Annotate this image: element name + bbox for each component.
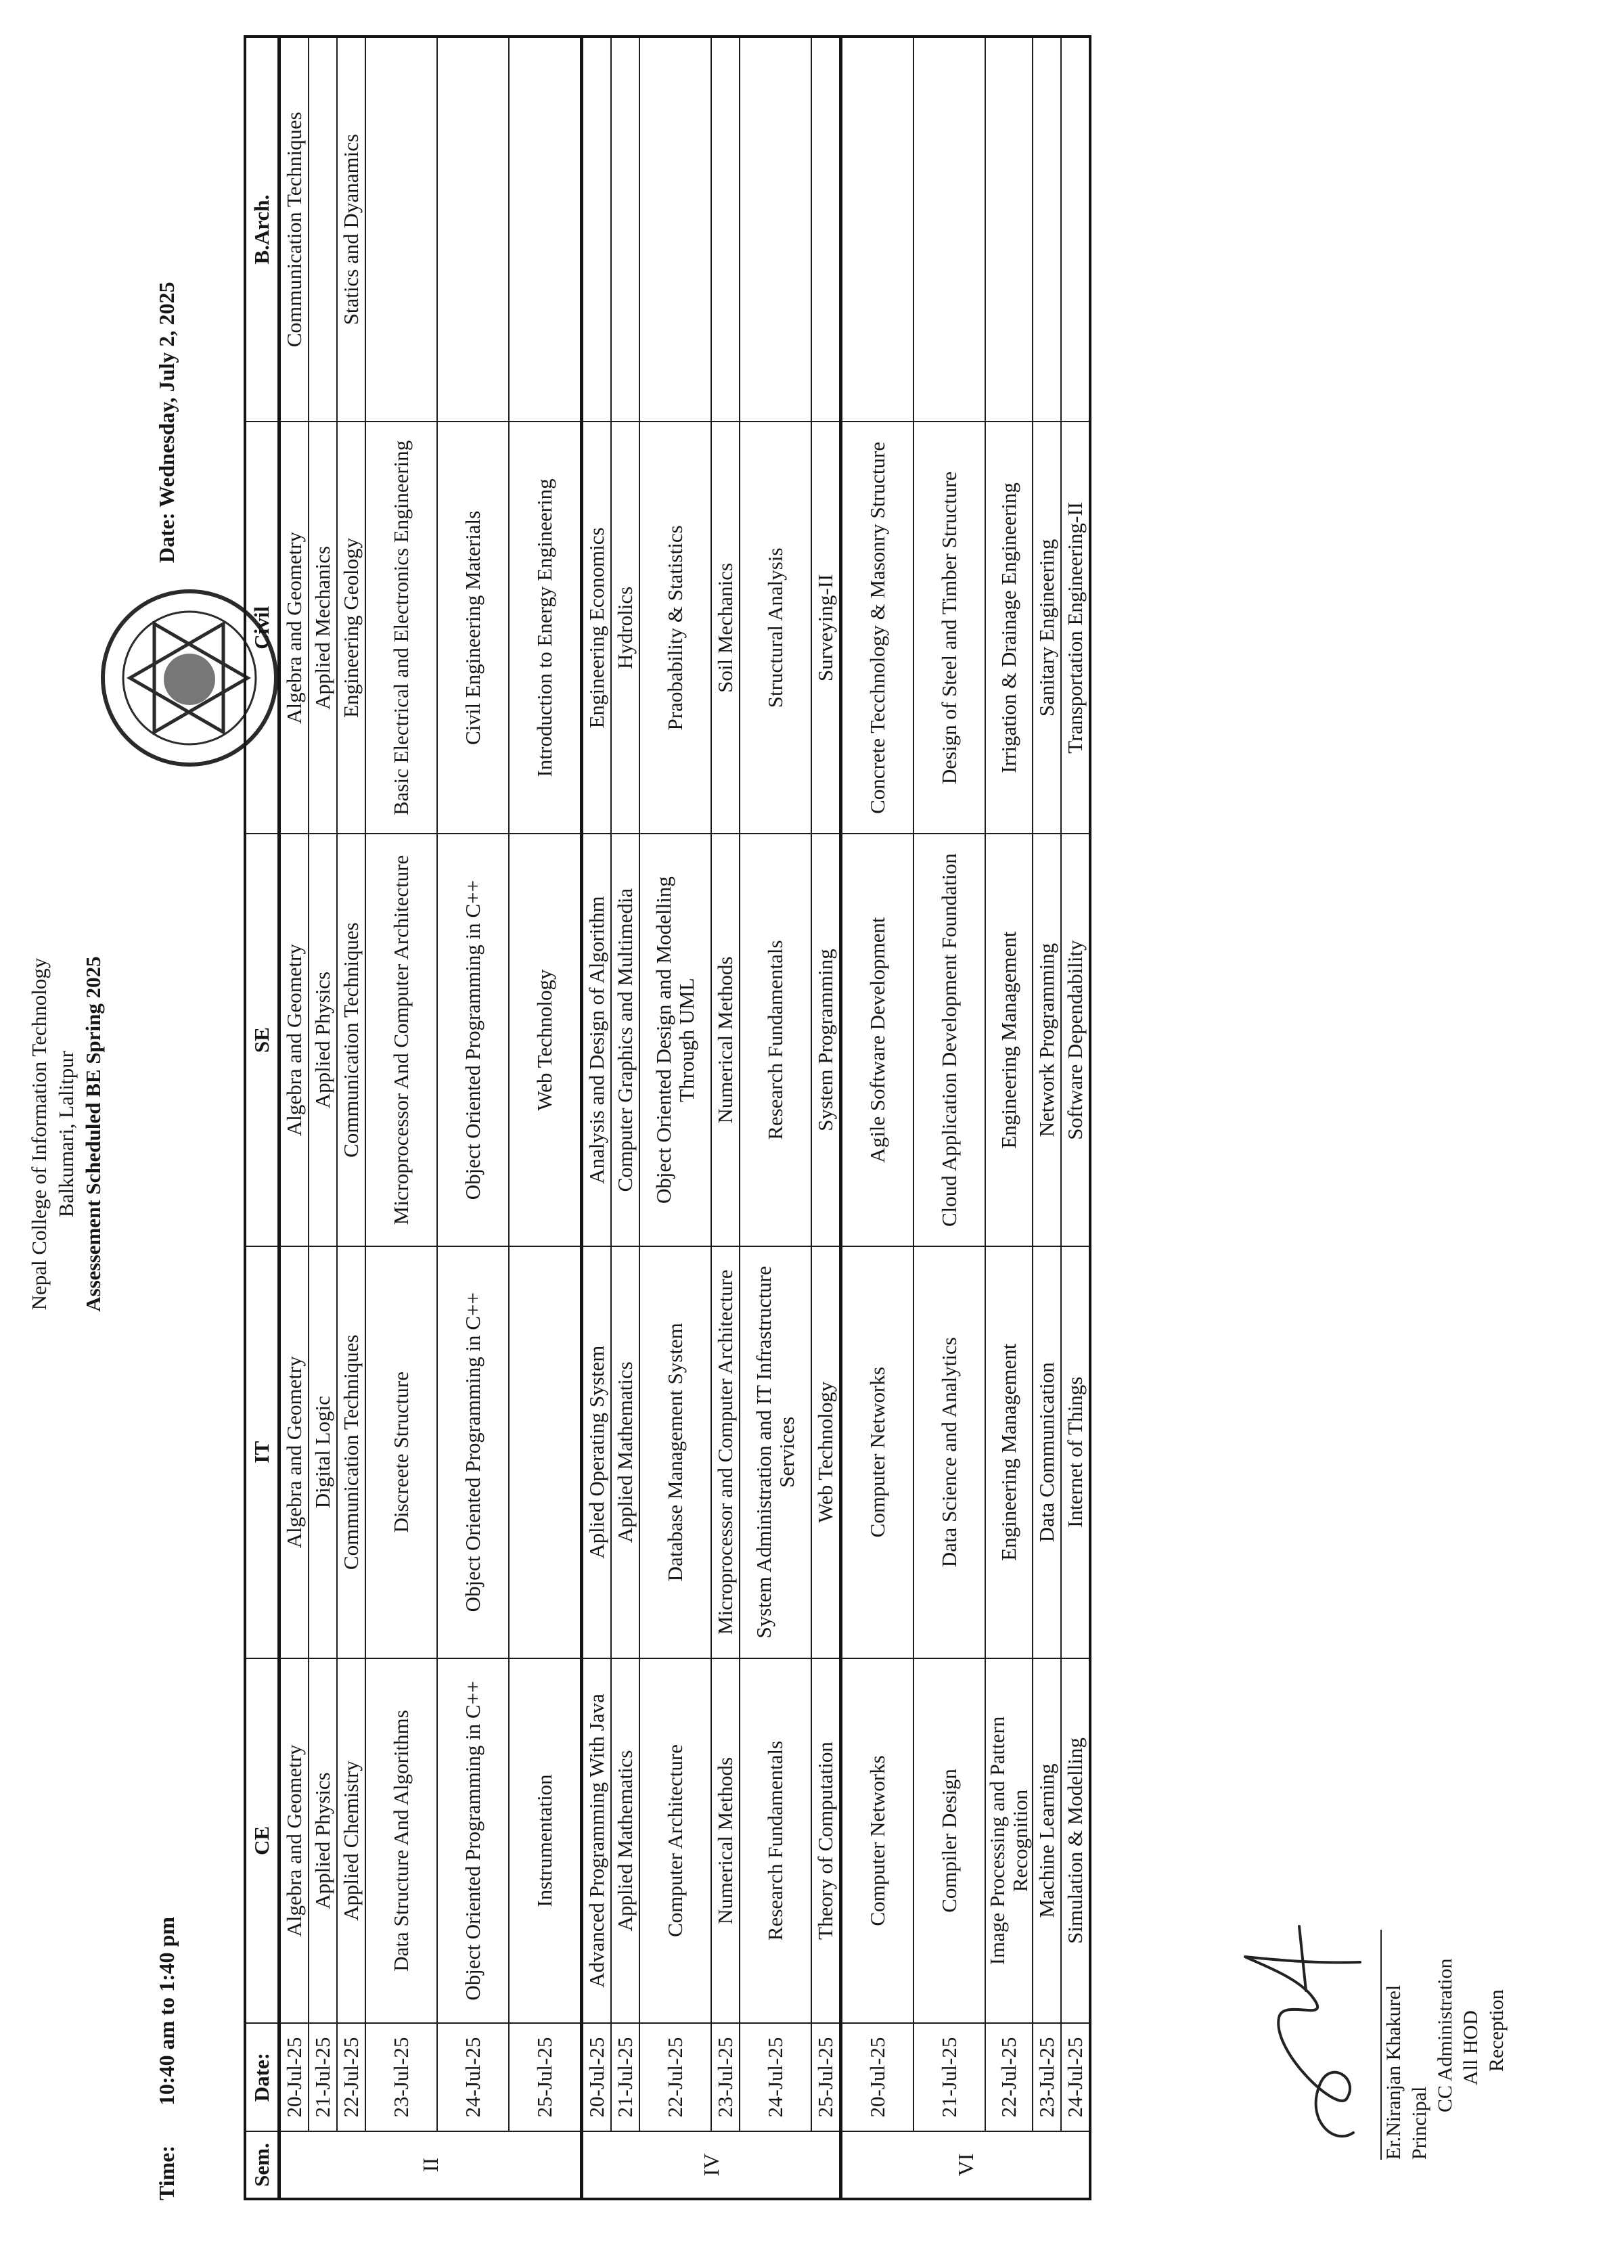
barch-subject [811,37,841,422]
barch-subject [509,37,582,422]
semester-cell: IV [582,2131,841,2199]
semester-cell: VI [841,2131,1091,2199]
table-row [639,37,711,2199]
signatory-name: Er.Niranjan Khakurel [1382,1984,1405,2160]
time-label: Time: [154,2145,179,2200]
table-row [279,37,309,2199]
civil-subject: Soil Mechanics [711,422,740,834]
it-subject: Communication Techniques [337,1246,365,1658]
signature-block [1232,1564,1583,2173]
ce-subject: Object Oriented Programming in C++ [437,1658,509,2023]
civil-subject: Sanitary Engineering [1033,422,1061,834]
se-subject: Algebra and Geometry [279,834,309,1246]
se-subject: System Programming [811,834,841,1246]
schedule-title: Assessement Scheduled BE Spring 2025 [81,956,105,1312]
table-row [582,37,612,2199]
ce-subject: Advanced Programming With Java [582,1658,612,2023]
ce-subject: Compiler Design [914,1658,985,2023]
barch-subject [437,37,509,422]
time-value: 10:40 am to 1:40 pm [154,1916,179,2106]
civil-subject: Irrigation & Drainage Engineering [985,422,1033,834]
college-address: Balkumari, Lalitpur [54,1050,78,1218]
table-row [740,37,811,2199]
col-header-sem: Sem. [245,2131,279,2199]
civil-subject: Engineering Geology [337,422,365,834]
se-subject: Agile Software Development [841,834,914,1246]
barch-subject [914,37,985,422]
col-header-ce: CE [245,1658,279,2023]
civil-subject: Basic Electrical and Electronics Engineering [365,422,437,834]
barch-subject [740,37,811,422]
ce-subject: Theory of Computation [811,1658,841,2023]
col-header-civil: Civil [245,422,279,834]
table-row [611,37,639,2199]
it-subject: Web Technology [811,1246,841,1658]
date-cell: 24-Jul-25 [740,2023,811,2131]
date-cell: 25-Jul-25 [811,2023,841,2131]
barch-subject: Communication Techniques [279,37,309,422]
se-subject: Analysis and Design of Algorithm [582,834,612,1246]
table-row [985,37,1033,2199]
it-subject: Data Communication [1033,1246,1061,1658]
table-row [711,37,740,2199]
it-subject: Applied Mathematics [611,1246,639,1658]
date-cell: 20-Jul-25 [279,2023,309,2131]
college-name: Nepal College of Information Technology [27,957,51,1311]
table-row [1061,37,1090,2199]
table-row [437,37,509,2199]
se-subject: Object Oriented Design and Modelling Through UML [639,834,711,1246]
ce-subject: Instrumentation [509,1658,582,2023]
civil-subject: Design of Steel and Timber Structure [914,422,985,834]
assessment-schedule-table [244,35,1091,2200]
civil-subject: Surveying-II [811,422,841,834]
se-subject: Microprocessor And Computer Architecture [365,834,437,1246]
barch-subject [841,37,914,422]
barch-subject [611,37,639,422]
ce-subject: Simulation & Modelling [1061,1658,1090,2023]
date-cell: 24-Jul-25 [1061,2023,1090,2131]
semester-ii-group [279,37,582,2199]
date-cell: 21-Jul-25 [309,2023,337,2131]
table-row [811,37,841,2199]
date-cell: 21-Jul-25 [611,2023,639,2131]
ce-subject: Image Processing and Pattern Recognition [985,1658,1033,2023]
se-subject: Cloud Application Development Foundation [914,834,985,1246]
se-subject: Computer Graphics and Multimedia [611,834,639,1246]
table-row [365,37,437,2199]
barch-subject: Statics and Dyanamics [337,37,365,422]
ce-subject: Computer Architecture [639,1658,711,2023]
it-subject: Microprocessor and Computer Architecture [711,1246,740,1658]
barch-subject [639,37,711,422]
col-header-se: SE [245,834,279,1246]
se-subject: Communication Techniques [337,834,365,1246]
ce-subject: Applied Chemistry [337,1658,365,2023]
civil-subject: Transportation Engineering-II [1061,422,1090,834]
date-cell: 20-Jul-25 [582,2023,612,2131]
ce-subject: Applied Physics [309,1658,337,2023]
it-subject: Internet of Things [1061,1246,1090,1658]
table-row [309,37,337,2199]
date-cell: 22-Jul-25 [639,2023,711,2131]
semester-cell: II [279,2131,582,2199]
it-subject: Object Oriented Programming in C++ [437,1246,509,1658]
it-subject: Computer Networks [841,1246,914,1658]
barch-subject [365,37,437,422]
civil-subject: Applied Mechanics [309,422,337,834]
se-subject: Web Technology [509,834,582,1246]
date-cell: 20-Jul-25 [841,2023,914,2131]
civil-subject: Structural Analysis [740,422,811,834]
barch-subject [582,37,612,422]
civil-subject: Civil Engineering Materials [437,422,509,834]
barch-subject [711,37,740,422]
se-subject: Engineering Management [985,834,1033,1246]
ce-subject: Computer Networks [841,1658,914,2023]
se-subject: Software Dependability [1061,834,1090,1246]
se-subject: Object Oriented Programming in C++ [437,834,509,1246]
ce-subject: Research Fundamentals [740,1658,811,2023]
signatory-role: Principal [1408,2086,1430,2160]
date-cell: 23-Jul-25 [711,2023,740,2131]
it-subject: Aplied Operating System [582,1246,612,1658]
cc-reception: Reception [1485,1989,1508,2072]
se-subject: Research Fundamentals [740,834,811,1246]
ce-subject: Numerical Methods [711,1658,740,2023]
civil-subject: Introduction to Energy Engineering [509,422,582,834]
date-cell: 22-Jul-25 [337,2023,365,2131]
it-subject: Discreete Structure [365,1246,437,1658]
col-header-barch: B.Arch. [245,37,279,422]
barch-subject [985,37,1033,422]
it-subject: Engineering Management [985,1246,1033,1658]
semester-iv-group [582,37,841,2199]
table-row [914,37,985,2199]
barch-subject [1033,37,1061,422]
civil-subject: Praobability & Statistics [639,422,711,834]
barch-subject [1061,37,1090,422]
table-row [1033,37,1061,2199]
barch-subject [309,37,337,422]
se-subject: Applied Physics [309,834,337,1246]
date-cell: 23-Jul-25 [365,2023,437,2131]
civil-subject: Hydrolics [611,422,639,834]
it-subject: Data Science and Analytics [914,1246,985,1658]
date-label: Date: Wednesday, July 2, 2025 [154,281,179,563]
ce-subject: Algebra and Geometry [279,1658,309,2023]
date-cell: 21-Jul-25 [914,2023,985,2131]
table-row [337,37,365,2199]
table-row [509,37,582,2199]
civil-subject: Engineering Economics [582,422,612,834]
ce-subject: Machine Learning [1033,1658,1061,2023]
it-subject: System Administration and IT Infrastructure Services [740,1246,811,1658]
header-row [245,37,279,2199]
ce-subject: Data Structure And Algorithms [365,1658,437,2023]
handwritten-signature [1232,1903,1374,2160]
civil-subject: Algebra and Geometry [279,422,309,834]
table-row [841,37,914,2199]
se-subject: Numerical Methods [711,834,740,1246]
semester-vi-group [841,37,1091,2199]
date-cell: 23-Jul-25 [1033,2023,1061,2131]
date-cell: 24-Jul-25 [437,2023,509,2131]
date-cell: 25-Jul-25 [509,2023,582,2131]
col-header-date: Date: [245,2023,279,2131]
civil-subject: Concrete Tecchnology & Masonry Structure [841,422,914,834]
it-subject: Algebra and Geometry [279,1246,309,1658]
date-cell: 22-Jul-25 [985,2023,1033,2131]
ce-subject: Applied Mathematics [611,1658,639,2023]
it-subject: Database Management System [639,1246,711,1658]
it-subject: Digital Logic [309,1246,337,1658]
se-subject: Network Programming [1033,834,1061,1246]
cc-administration: CC Administration [1434,1958,1456,2112]
cc-all-hod: All HOD [1460,2010,1482,2085]
col-header-it: IT [245,1246,279,1658]
it-subject [509,1246,582,1658]
